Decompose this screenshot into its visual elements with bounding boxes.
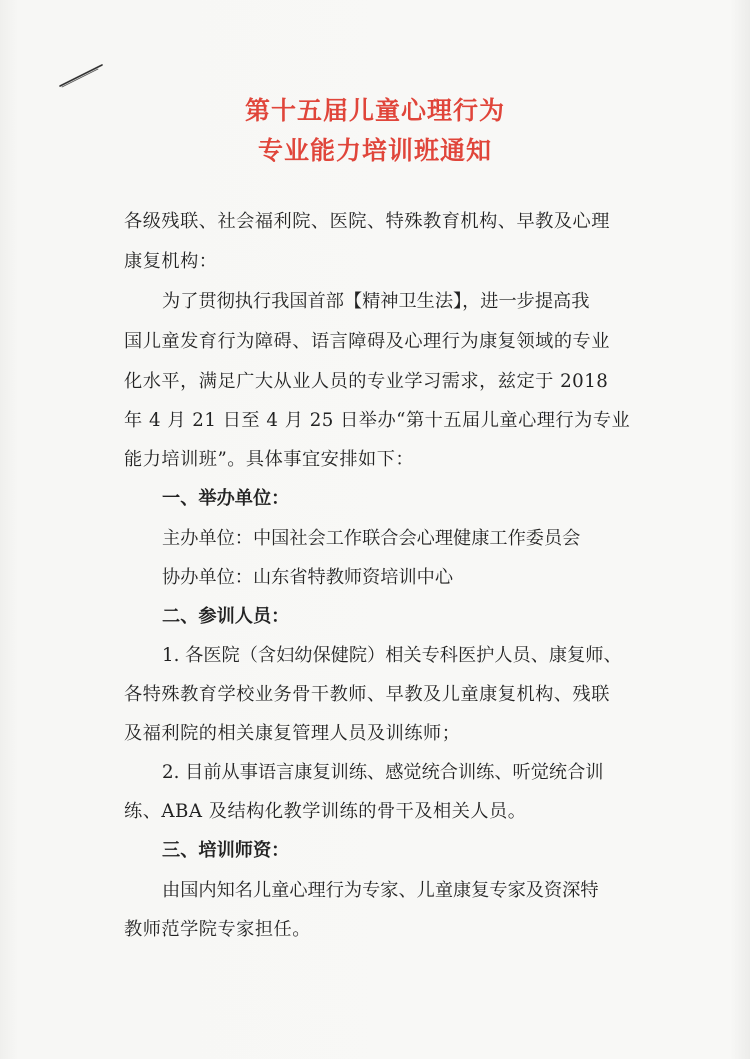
paragraph-line: 为了贯彻执行我国首部【精神卫生法】，进一步提高我 [162, 291, 590, 312]
salutation: 各级残联、社会福利院、医院、特殊教育机构、早教及心理 [124, 211, 610, 232]
paragraph-line: 年 4 月 21 日至 4 月 25 日举办“第十五届儿童心理行为专业 [124, 410, 631, 431]
paragraph-line: 由国内知名儿童心理行为专家、儿童康复专家及资深特 [162, 880, 599, 901]
paragraph-line: 教师范学院专家担任。 [124, 919, 311, 940]
organizer-line: 主办单位：中国社会工作联合会心理健康工作委员会 [162, 528, 581, 549]
paragraph-line: 国儿童发育行为障碍、语言障碍及心理行为康复领域的专业 [124, 331, 610, 352]
list-item: 2. 目前从事语言康复训练、感觉统合训练、听觉统合训 [162, 762, 604, 783]
pen-mark [58, 62, 104, 88]
list-item-cont: 练、ABA 及结构化教学训练的骨干及相关人员。 [124, 801, 527, 822]
title-line-1: 第十五届儿童心理行为 [244, 96, 505, 125]
section-heading: 三、培训师资： [162, 840, 290, 861]
section-heading: 二、参训人员： [162, 606, 290, 627]
paragraph-line: 能力培训班”。具体事宜安排如下： [124, 449, 415, 470]
salutation-cont: 康复机构： [124, 251, 218, 272]
paragraph-line: 化水平，满足广大从业人员的专业学习需求，兹定于 2018 [124, 371, 609, 392]
section-heading: 一、举办单位： [162, 488, 290, 509]
list-item-cont: 及福利院的相关康复管理人员及训练师； [124, 723, 461, 744]
title-line-2: 专业能力培训班通知 [257, 136, 492, 165]
co-organizer-line: 协办单位：山东省特教师资培训中心 [162, 567, 454, 588]
list-item: 1. 各医院（含妇幼保健院）相关专科医护人员、康复师、 [162, 645, 622, 666]
list-item-cont: 各特殊教育学校业务骨干教师、早教及儿童康复机构、残联 [124, 684, 610, 705]
